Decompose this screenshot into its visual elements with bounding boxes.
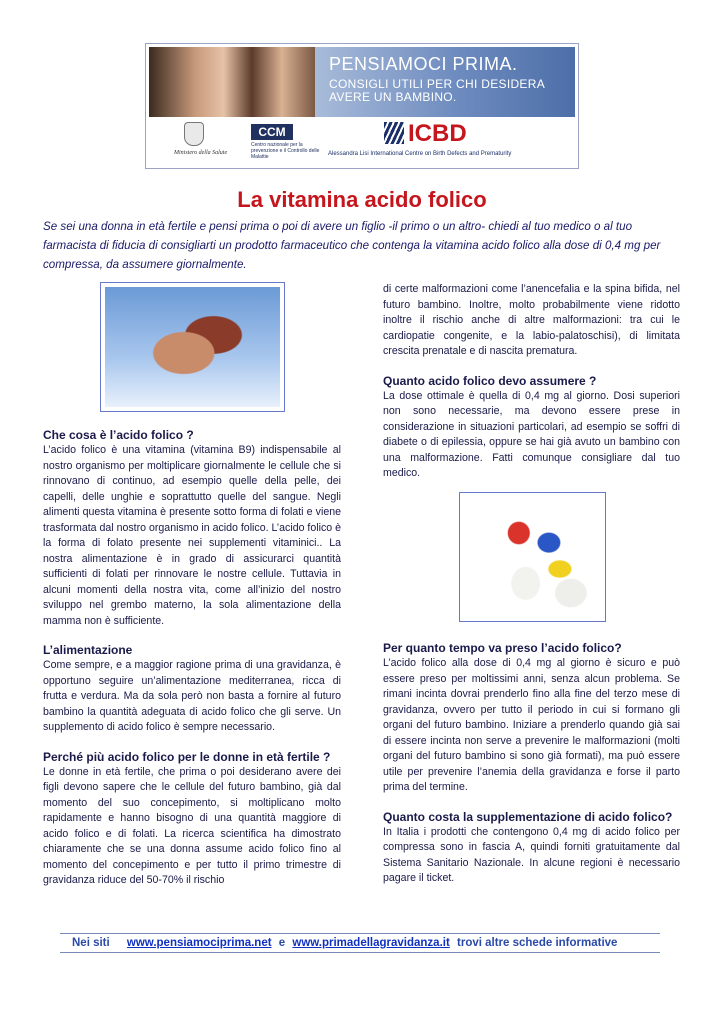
footer-suffix: trovi altre schede informative <box>457 937 618 949</box>
section-heading: Perché più acido folico per le donne in età fertile ? <box>43 749 331 764</box>
left-column <box>43 428 341 889</box>
section-text: Le donne in età fertile, che prima o poi desiderano avere dei figli devono sapere che le cellule del futuro bambino, già dal momento del suo concepimento, si moltiplicano molto rapidamente e hanno bisogno di una quantità maggiore di acido folico e di folati. La ricerca scientifica ha dimostrato chiaramente che se una donna assume acido folico fino al momento del concepimento e per tutto il primo trimestre di gravidanza riduce del 50-70% il rischio <box>43 765 341 886</box>
couple-photo <box>100 282 285 412</box>
section-heading: Che cosa è l’acido folico ? <box>43 428 194 442</box>
footer-link-pensiamociprima[interactable]: www.pensiamociprima.net <box>126 937 272 949</box>
section-text: Come sempre, e a maggior ragione prima di una gravidanza, è opportuno seguire un’alimentazione mediterranea, ricca di frutta e verdura. Ma da sola però non basta a fornire al futuro bambino la quantità adeguata di acido folico che gli serve. Un supplemento di acido folico è sempre necessario. <box>43 659 341 733</box>
section-text: In Italia i prodotti che contengono 0,4 mg di acido folico per compressa sono in fascia A, quindi forniti gratuitamente dal Sistema Sanitario Nazionale. In alcune regioni è necessario pagare il ticket. <box>383 825 680 884</box>
banner-subtitle: CONSIGLI UTILI PER CHI DESIDERA AVERE UN BAMBINO. <box>329 77 545 104</box>
footer-connector: e <box>278 937 286 949</box>
right-column-bottom <box>383 641 680 887</box>
section-heading: Quanto costa la supplementazione di acido folico? <box>383 809 673 824</box>
ccm-subtitle: Centro nazionale per la prevenzione e il Controllo delle Malattie <box>251 142 320 160</box>
footer-bar <box>60 933 660 953</box>
pills-photo <box>459 492 606 622</box>
section-text: La dose ottimale è quella di 0,4 mg al giorno. Dosi superiori non sono necessarie, ma devono essere prese in considerazione in situazioni particolari, ad esempio se soffri di diabete o di epilessia, oppure se hai già avuto un bambino con una malformazione. Fatti comunque consigliare dal tuo medico. <box>383 389 680 479</box>
section-text: L’acido folico è una vitamina (vitamina B9) indispensabile al nostro organismo per moltiplicare giornalmente le cellule che si rinnovano di continuo, ad esempio quelle della pelle, dei capelli, delle unghie e soprattutto quelle del sangue. Negli alimenti questa vitamina è presente sotto forma di folati e viene trasformata dal nostro organismo in acido folico. L’acido folico è la forma di folato presente nei supplementi vitaminici.. La nostra alimentazione è in grado di assicurarci quantità sufficienti di folati per rinnovare le nostre cellule. Tuttavia in alcuni momenti della nostra vita, come all’inizio del nostro sviluppo nel grembo materno, la sola alimentazione della mamma non è sufficiente. <box>43 444 341 627</box>
continuation-text: di certe malformazioni come l’anencefalia e la spina bifida, nel futuro bambino. Inoltre, molto probabilmente viene ridotto inoltre il rischio anche di altre malformazioni: tra cui le cardiopatie congenite, e la labio-palatoschisi), di limitata crescita prenatale e di nascita prematura. <box>383 283 680 357</box>
header-banner <box>145 43 579 169</box>
icbd-logo-icon <box>384 122 404 144</box>
couple-image <box>105 287 280 407</box>
intro-paragraph: Se sei una donna in età fertile e pensi prima o poi di avere un figlio -il primo o un altro- chiedi al tuo medico o al tuo farmacista di fiducia di consigliarti un prodotto farmaceutico che contenga la vitamina acido folico alla dose di 0,4 mg per compressa, da assumere giornalmente. <box>43 220 661 271</box>
ccm-logo: CCM <box>251 124 293 140</box>
banner-couple-photo <box>149 47 315 117</box>
pills-image <box>464 497 601 617</box>
section-heading: L’alimentazione <box>43 643 133 657</box>
footer-link-primadellagravidanza[interactable]: www.primadellagravidanza.it <box>292 937 450 949</box>
section-heading: Per quanto tempo va preso l’acido folico? <box>383 641 622 655</box>
section-text: L’acido folico alla dose di 0,4 mg al giorno è sicuro e può essere preso per moltissimi anni, senza alcun problema. Se rimani incinta dovrai prenderlo fino alla fine del terzo mese di gravidanza, ovvero per tutto il periodo in cui si formano gli organi del futuro bambino. Iniziare a prenderlo quando già sai di essere incinta non serve a prevenire le malformazioni (molti organi del futuro bambino si sono già formati), ma può essere utile per prevenire l’anemia della gravidanza e forse il parto prima del termine. <box>383 657 680 793</box>
right-column-top <box>383 282 680 482</box>
icbd-subtitle: Alessandra Lisi International Centre on Birth Defects and Prematurity <box>328 151 512 157</box>
banner-title: PENSIAMOCI PRIMA. <box>329 54 518 74</box>
footer-prefix: Nei siti <box>72 937 110 949</box>
icbd-logo: ICBD <box>408 120 467 147</box>
republic-emblem-icon <box>184 122 204 146</box>
page-title: La vitamina acido folico <box>237 187 487 212</box>
ministry-label: Ministero della Salute <box>174 150 228 156</box>
section-heading: Quanto acido folico devo assumere ? <box>383 373 597 388</box>
